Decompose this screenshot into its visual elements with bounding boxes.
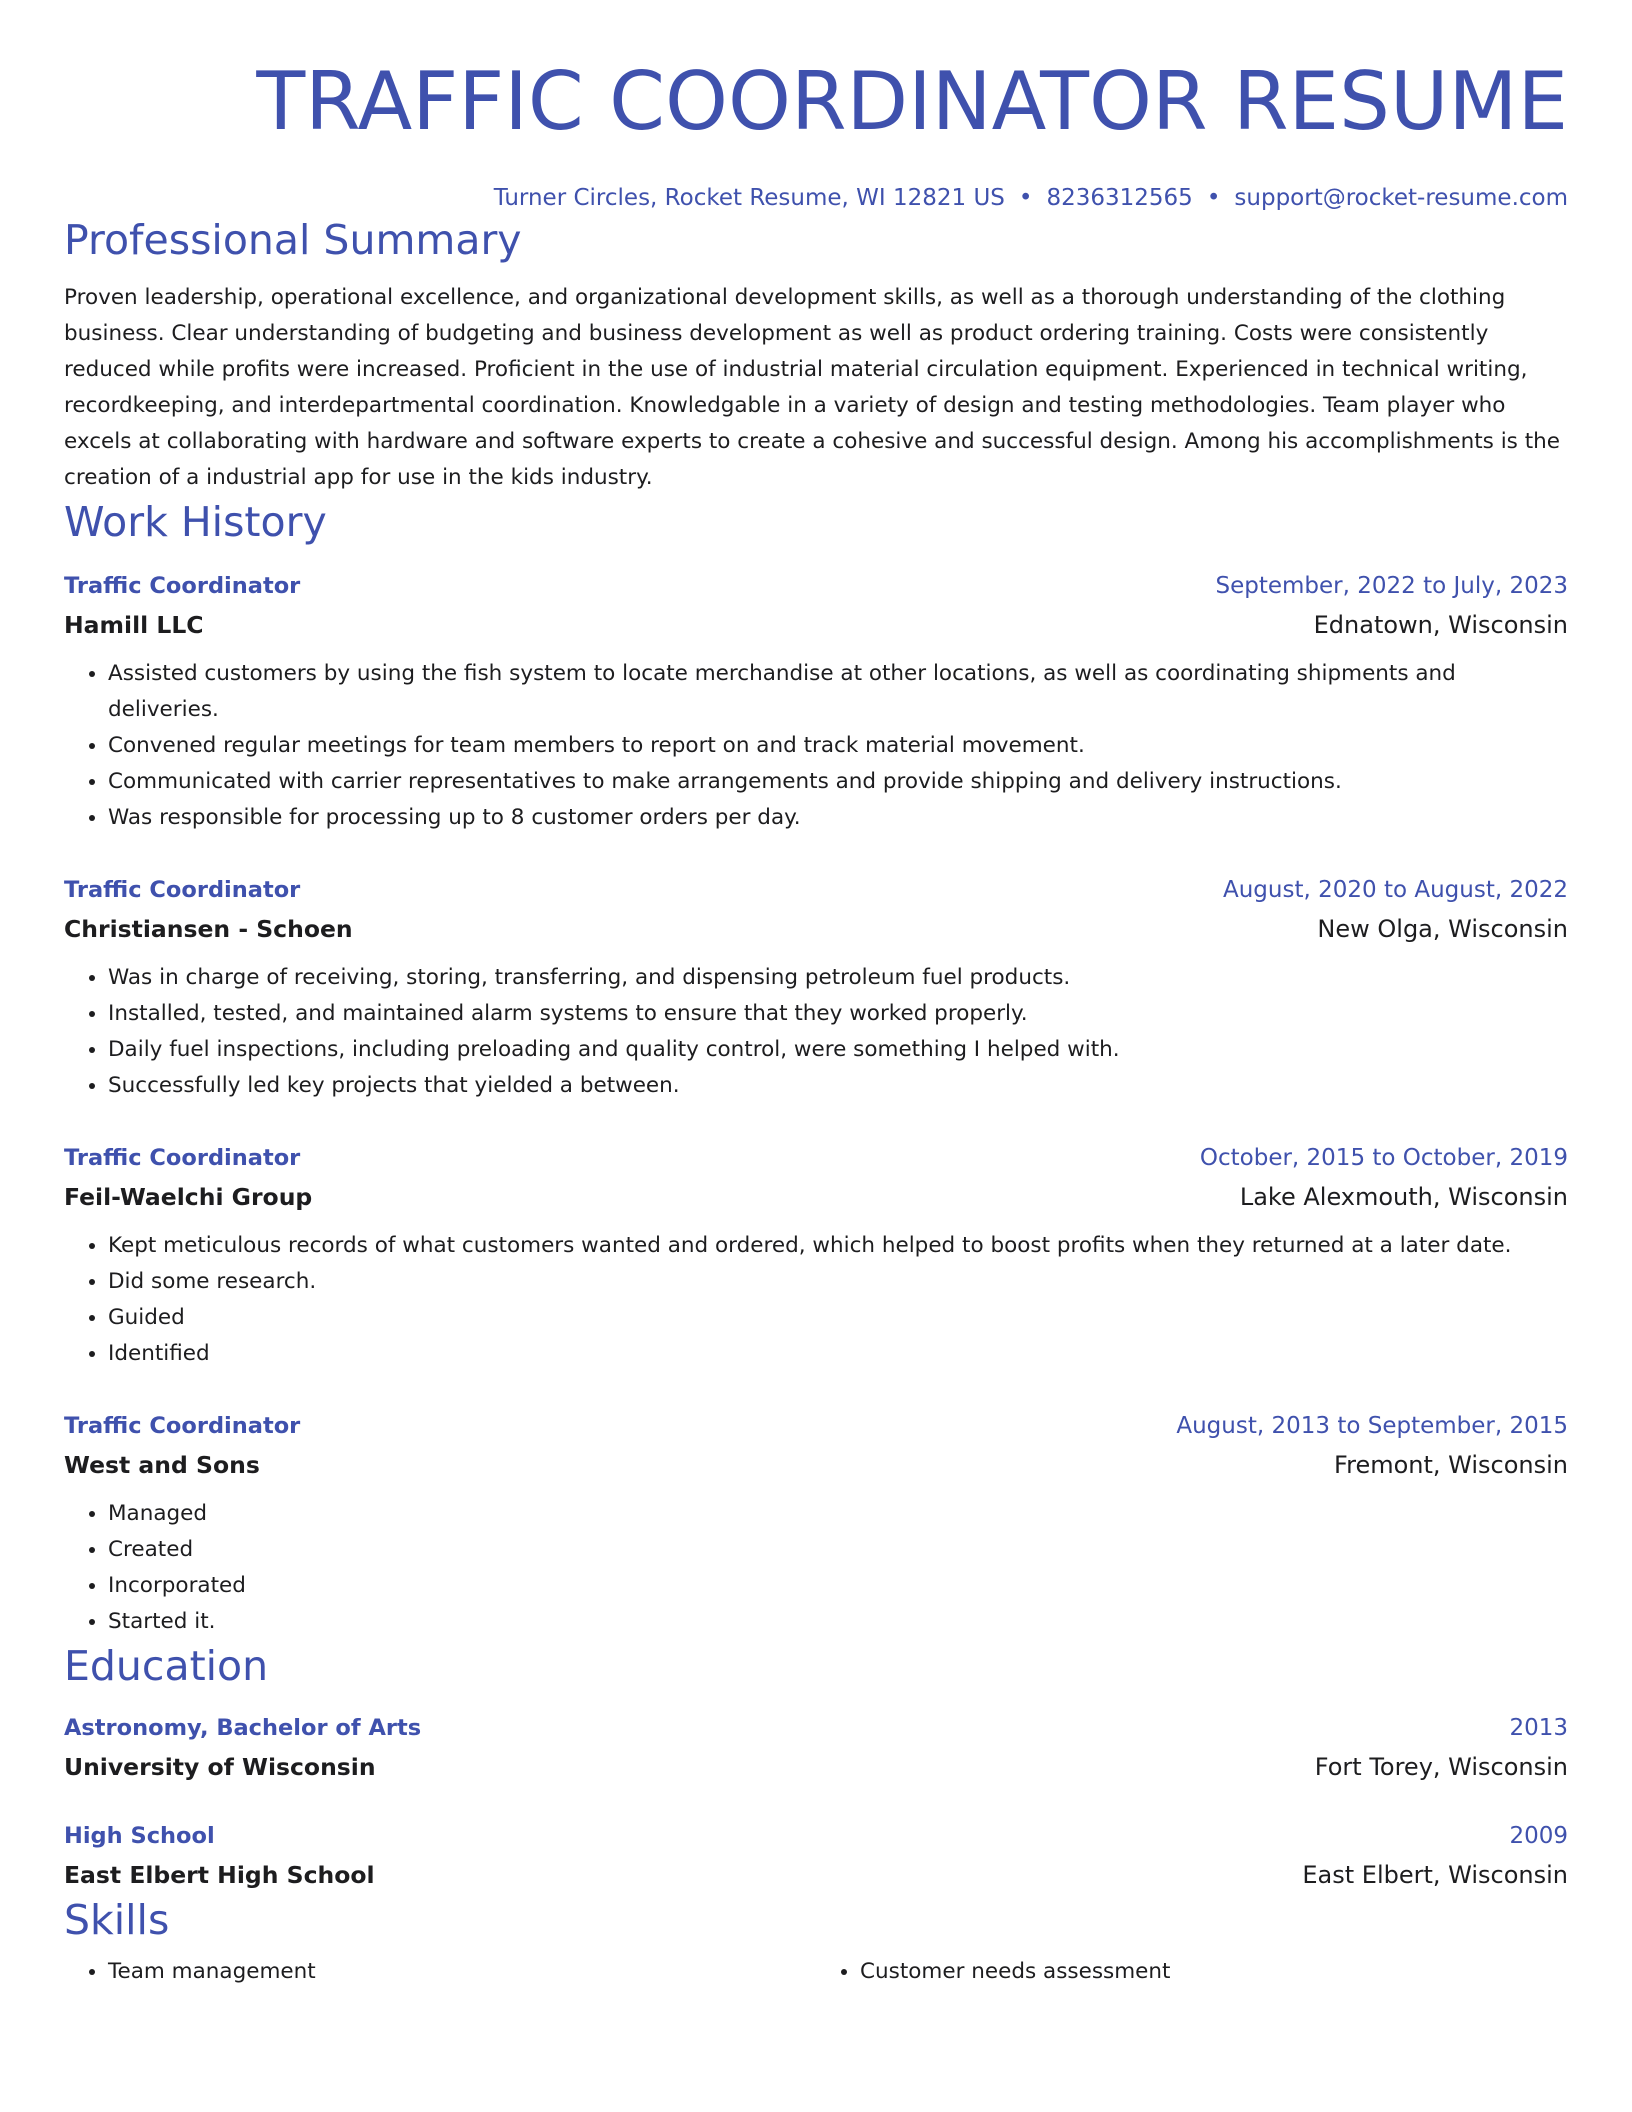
contact-email[interactable]: support@rocket-resume.com [1234, 185, 1568, 211]
contact-separator: • [1206, 185, 1221, 211]
section-heading-education: Education [64, 1642, 269, 1690]
education-location: East Elbert, Wisconsin [1302, 1861, 1568, 1889]
education-school: University of Wisconsin [64, 1753, 376, 1781]
job-bullets [64, 1496, 1568, 1640]
job-company: Feil-Waelchi Group [64, 1183, 313, 1211]
job-bullet: • Installed, tested, and maintained alarm systems to ensure that they worked properly. [108, 996, 1568, 1032]
job-company: West and Sons [64, 1451, 260, 1479]
section-heading-work-history: Work History [64, 498, 327, 546]
job-location: New Olga, Wisconsin [1317, 915, 1568, 943]
job-entry [64, 870, 1568, 1104]
skill-item: • Customer needs assessment [860, 1954, 1568, 1990]
contact-address: Turner Circles, Rocket Resume, WI 12821 US [493, 185, 1005, 211]
job-company: Hamill LLC [64, 611, 204, 639]
resume-page [64, 0, 1568, 1990]
education-year: 2013 [1509, 1715, 1568, 1741]
job-bullet: • Guided [108, 1300, 1568, 1336]
job-role: Traffic Coordinator [64, 1145, 301, 1171]
job-bullet: • Did some research. [108, 1264, 1568, 1300]
contact-line [64, 182, 1568, 214]
education-school: East Elbert High School [64, 1861, 375, 1889]
job-role: Traffic Coordinator [64, 1413, 301, 1439]
job-bullet: • Started it. [108, 1604, 1568, 1640]
job-bullet: • Communicated with carrier representatives to make arrangements and provide shipping and delivery instructions. [108, 764, 1568, 800]
job-bullet: • Identified [108, 1336, 1568, 1372]
job-bullet: • Convened regular meetings for team members to report on and track material movement. [108, 728, 1568, 764]
job-location: Lake Alexmouth, Wisconsin [1239, 1183, 1568, 1211]
resume-title: TRAFFIC COORDINATOR RESUME [256, 55, 1568, 148]
job-entry [64, 1138, 1568, 1372]
education-entry [64, 1708, 1568, 1786]
job-bullet: • Created [108, 1532, 1568, 1568]
job-location: Ednatown, Wisconsin [1313, 611, 1568, 639]
job-role: Traffic Coordinator [64, 573, 301, 599]
skills-column-right [816, 1954, 1568, 1990]
job-bullets [64, 656, 1568, 836]
job-location: Fremont, Wisconsin [1334, 1451, 1568, 1479]
job-bullet: • Assisted customers by using the fish system to locate merchandise at other locations, as well as coordinating shipments and deliveries. [108, 656, 1568, 728]
education-location: Fort Torey, Wisconsin [1314, 1753, 1568, 1781]
skills-column-left [64, 1954, 816, 1990]
job-company: Christiansen - Schoen [64, 915, 353, 943]
section-heading-summary: Professional Summary [64, 216, 522, 264]
job-bullet: • Was responsible for processing up to 8 customer orders per day. [108, 800, 1568, 836]
contact-separator: • [1018, 185, 1033, 211]
education-degree: High School [64, 1823, 215, 1849]
job-bullet: • Successfully led key projects that yielded a between. [108, 1068, 1568, 1104]
job-bullet: • Was in charge of receiving, storing, transferring, and dispensing petroleum fuel products. [108, 960, 1568, 996]
education-degree: Astronomy, Bachelor of Arts [64, 1715, 422, 1741]
job-dates: September, 2022 to July, 2023 [1215, 573, 1568, 599]
job-bullet: • Managed [108, 1496, 1568, 1532]
job-bullet: • Daily fuel inspections, including preloading and quality control, were something I helped with. [108, 1032, 1568, 1068]
skill-item: • Team management [108, 1954, 816, 1990]
skills-list [64, 1954, 1568, 1990]
job-bullet: • Kept meticulous records of what customers wanted and ordered, which helped to boost profits when they returned at a later date. [108, 1228, 1568, 1264]
section-heading-skills: Skills [64, 1896, 170, 1944]
education-year: 2009 [1509, 1823, 1568, 1849]
job-entry [64, 566, 1568, 836]
summary-text: Proven leadership, operational excellence, and organizational development skills, as well as a thorough understanding of the clothing business. Clear understanding of budgeting and business development as well as product ordering training. Costs were consistently reduced while profits were increased. Proficient in the use of industrial material circulation equipment. Experienced in technical writing, recordkeeping, and interdepartmental coordination. Knowledgable in a variety of design and testing methodologies. Team player who excels at collaborating with hardware and software experts to create a cohesive and successful design. Among his accomplishments is the creation of a industrial app for use in the kids industry. [64, 285, 1560, 490]
job-bullets [64, 960, 1568, 1104]
job-role: Traffic Coordinator [64, 877, 301, 903]
job-dates: August, 2020 to August, 2022 [1223, 877, 1568, 903]
job-dates: August, 2013 to September, 2015 [1176, 1413, 1568, 1439]
job-entry [64, 1406, 1568, 1640]
education-entry [64, 1816, 1568, 1894]
job-bullet: • Incorporated [108, 1568, 1568, 1604]
contact-phone: 8236312565 [1046, 185, 1193, 211]
job-dates: October, 2015 to October, 2019 [1199, 1145, 1568, 1171]
job-bullets [64, 1228, 1568, 1372]
